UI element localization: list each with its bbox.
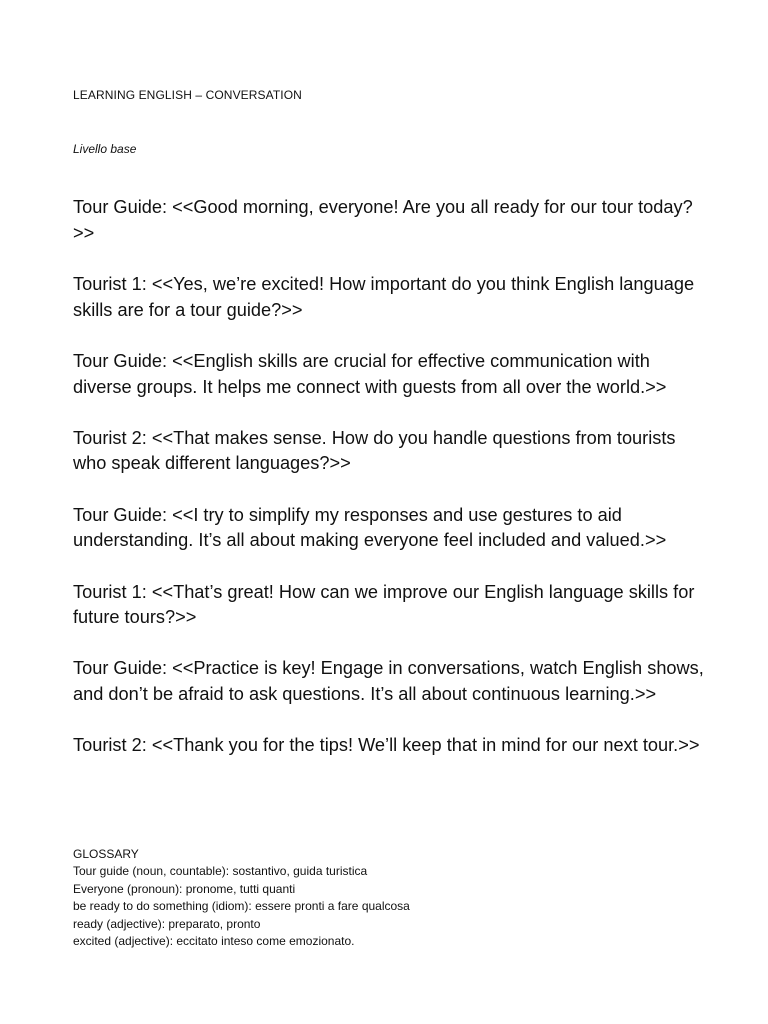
dialogue-line: Tourist 1: <<That’s great! How can we improve our English language skills for future tours?>> xyxy=(73,581,695,628)
dialogue-line: Tour Guide: <<I try to simplify my responses and use gestures to aid understanding. It’s all about making everyone feel included and valued.>> xyxy=(73,504,667,551)
glossary-entry: ready (adjective): preparato, pronto xyxy=(73,916,261,931)
dialogue-line: Tour Guide: <<Good morning, everyone! Are you all ready for our tour today?>> xyxy=(73,197,693,243)
document-heading: LEARNING ENGLISH – CONVERSATION xyxy=(73,88,302,102)
dialogue xyxy=(73,195,713,785)
glossary-entry: Everyone (pronoun): pronome, tutti quanti xyxy=(73,881,296,896)
glossary-entry: Tour guide (noun, countable): sostantivo, guida turistica xyxy=(73,864,368,879)
glossary-title: GLOSSARY xyxy=(73,847,139,861)
dialogue-line: Tourist 2: <<That makes sense. How do you handle questions from tourists who speak different languages?>> xyxy=(73,427,676,474)
dialogue-line: Tour Guide: <<Practice is key! Engage in conversations, watch English shows, and don’t be afraid to ask questions. It’s all about continuous learning.>> xyxy=(73,658,704,705)
glossary-entry: be ready to do something (idiom): essere pronti a fare qualcosa xyxy=(73,899,410,914)
dialogue-line: Tourist 2: <<Thank you for the tips! We’ll keep that in mind for our next tour.>> xyxy=(73,735,700,756)
dialogue-line: Tourist 1: <<Yes, we’re excited! How important do you think English language skills are for a tour guide?>> xyxy=(73,273,695,320)
glossary-entry: excited (adjective): eccitato inteso come emozionato. xyxy=(73,934,355,949)
glossary xyxy=(73,846,713,950)
dialogue-line: Tour Guide: <<English skills are crucial for effective communication with diverse groups. It helps me connect with guests from all over the world.>> xyxy=(73,350,667,397)
level-label: Livello base xyxy=(73,142,137,156)
